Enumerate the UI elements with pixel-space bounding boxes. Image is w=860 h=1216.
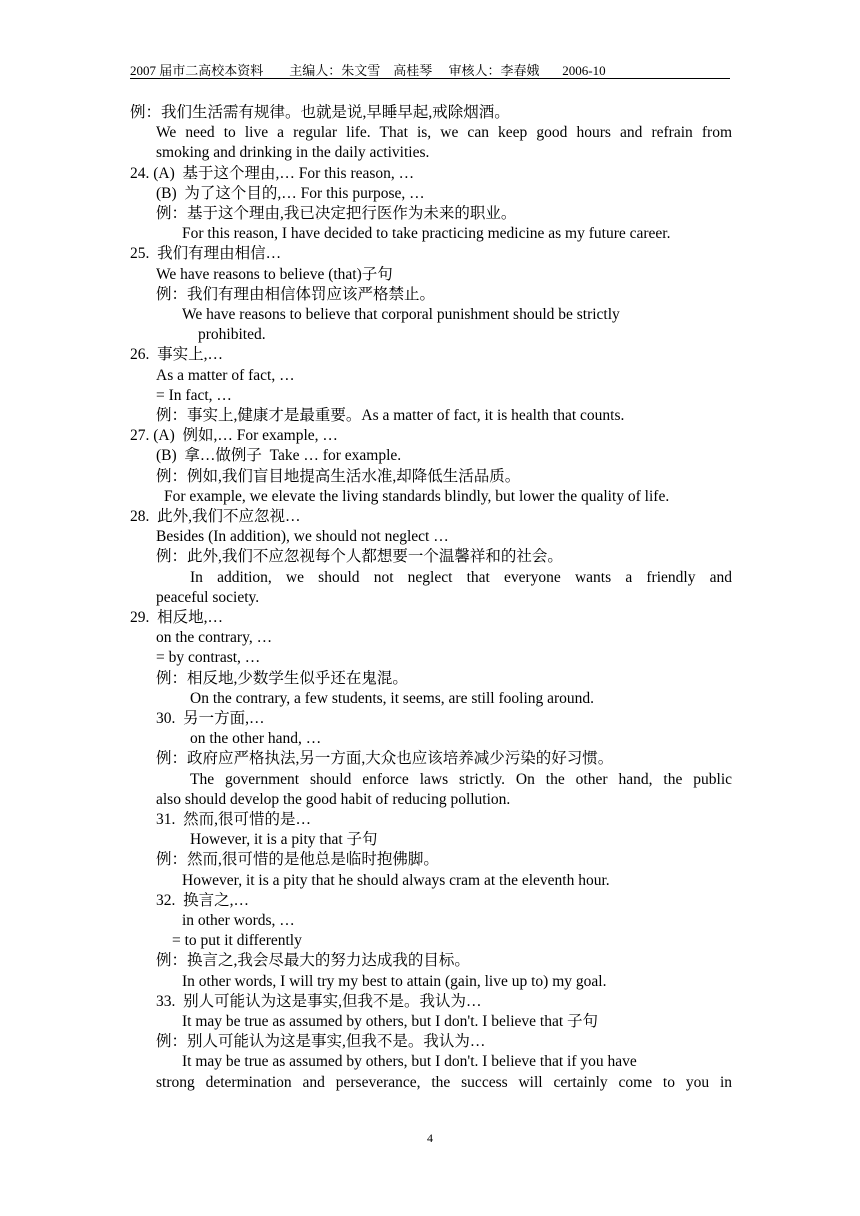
text-line: prohibited. xyxy=(198,326,266,344)
text-line: 28. 此外,我们不应忽视… xyxy=(130,508,301,525)
text-line: on the other hand, … xyxy=(190,730,322,748)
text-line: (B) 拿…做例子 Take … for example. xyxy=(156,447,402,465)
text-line: = by contrast, … xyxy=(156,649,261,667)
text-line: It may be true as assumed by others, but I don't. I believe that 子句 xyxy=(182,1013,599,1030)
text-line: 25. 我们有理由相信… xyxy=(130,245,282,263)
text-line: Besides (In addition), we should not neglect … xyxy=(156,528,449,546)
text-line: 例：基于这个理由,我已决定把行医作为未来的职业。 xyxy=(156,205,517,222)
text-line: It may be true as assumed by others, but I don't. I believe that if you have xyxy=(182,1053,637,1071)
text-line: 例：例如,我们盲目地提高生活水准,却降低生活品质。 xyxy=(156,467,521,485)
text-line: = to put it differently xyxy=(172,932,302,950)
text-line: 例：然而,很可惜的是他总是临时抱佛脚。 xyxy=(156,851,439,869)
text-line: 例：我们有理由相信体罚应该严格禁止。 xyxy=(156,285,436,303)
text-line: on the contrary, … xyxy=(156,629,273,647)
text-line: We need to live a regular life. That is, we can keep good hours and refrain from xyxy=(156,124,732,142)
text-line: 24. (A) 基于这个理由,… For this reason, … xyxy=(130,164,415,182)
text-line: 例：事实上,健康才是最重要。As a matter of fact, it is health that counts. xyxy=(156,407,625,424)
text-line: We have reasons to believe that corporal punishment should be strictly xyxy=(182,306,620,323)
text-line: The government should enforce laws strictly. On the other hand, the public xyxy=(190,770,732,788)
page-number: 4 xyxy=(427,1131,433,1145)
text-line: 例：此外,我们不应忽视每个人都想要一个温馨祥和的社会。 xyxy=(156,548,563,566)
text-line: However, it is a pity that he should always cram at the eleventh hour. xyxy=(182,871,610,889)
text-line: 例：政府应严格执法,另一方面,大众也应该培养减少污染的好习惯。 xyxy=(156,750,614,768)
text-line: For example, we elevate the living standards blindly, but lower the quality of life. xyxy=(164,487,670,505)
text-line: For this reason, I have decided to take practicing medicine as my future career. xyxy=(182,225,671,243)
text-line: In addition, we should not neglect that everyone wants a friendly and xyxy=(190,568,732,586)
text-line: 32. 换言之,… xyxy=(156,891,250,909)
text-line: 30. 另一方面,… xyxy=(156,710,265,727)
text-line: 27. (A) 例如,… For example, … xyxy=(130,427,338,445)
page-header: 2007 届市二高校本资料 主编人：朱文雪 高桂琴 审核人：李春娥 2006-10 xyxy=(130,63,606,78)
text-line: On the contrary, a few students, it seems, are still fooling around. xyxy=(190,689,595,707)
text-line: peaceful society. xyxy=(156,588,260,606)
text-line: As a matter of fact, … xyxy=(156,366,295,384)
text-line: In other words, I will try my best to attain (gain, live up to) my goal. xyxy=(182,972,607,990)
header-rule xyxy=(130,78,730,79)
text-line: 29. 相反地,… xyxy=(130,609,224,626)
text-line: = In fact, … xyxy=(156,386,232,404)
text-line: 例：换言之,我会尽最大的努力达成我的目标。 xyxy=(156,952,470,970)
text-line: 例：我们生活需有规律。也就是说,早睡早起,戒除烟酒。 xyxy=(130,104,510,121)
text-line: We have reasons to believe (that)子句 xyxy=(156,265,393,283)
text-line: 33. 别人可能认为这是事实,但我不是。我认为… xyxy=(156,992,482,1010)
text-line: However, it is a pity that 子句 xyxy=(190,831,378,849)
text-line: 31. 然而,很可惜的是… xyxy=(156,811,312,828)
text-line: in other words, … xyxy=(182,912,295,929)
text-line: smoking and drinking in the daily activities. xyxy=(156,144,430,162)
text-line: 26. 事实上,… xyxy=(130,346,224,364)
text-line: 例：别人可能认为这是事实,但我不是。我认为… xyxy=(156,1033,486,1051)
text-line: 例：相反地,少数学生似乎还在鬼混。 xyxy=(156,669,408,687)
text-line: (B) 为了这个目的,… For this purpose, … xyxy=(156,184,425,202)
text-line: strong determination and perseverance, the success will certainly come to you in xyxy=(156,1073,732,1091)
text-line: also should develop the good habit of reducing pollution. xyxy=(156,790,511,808)
